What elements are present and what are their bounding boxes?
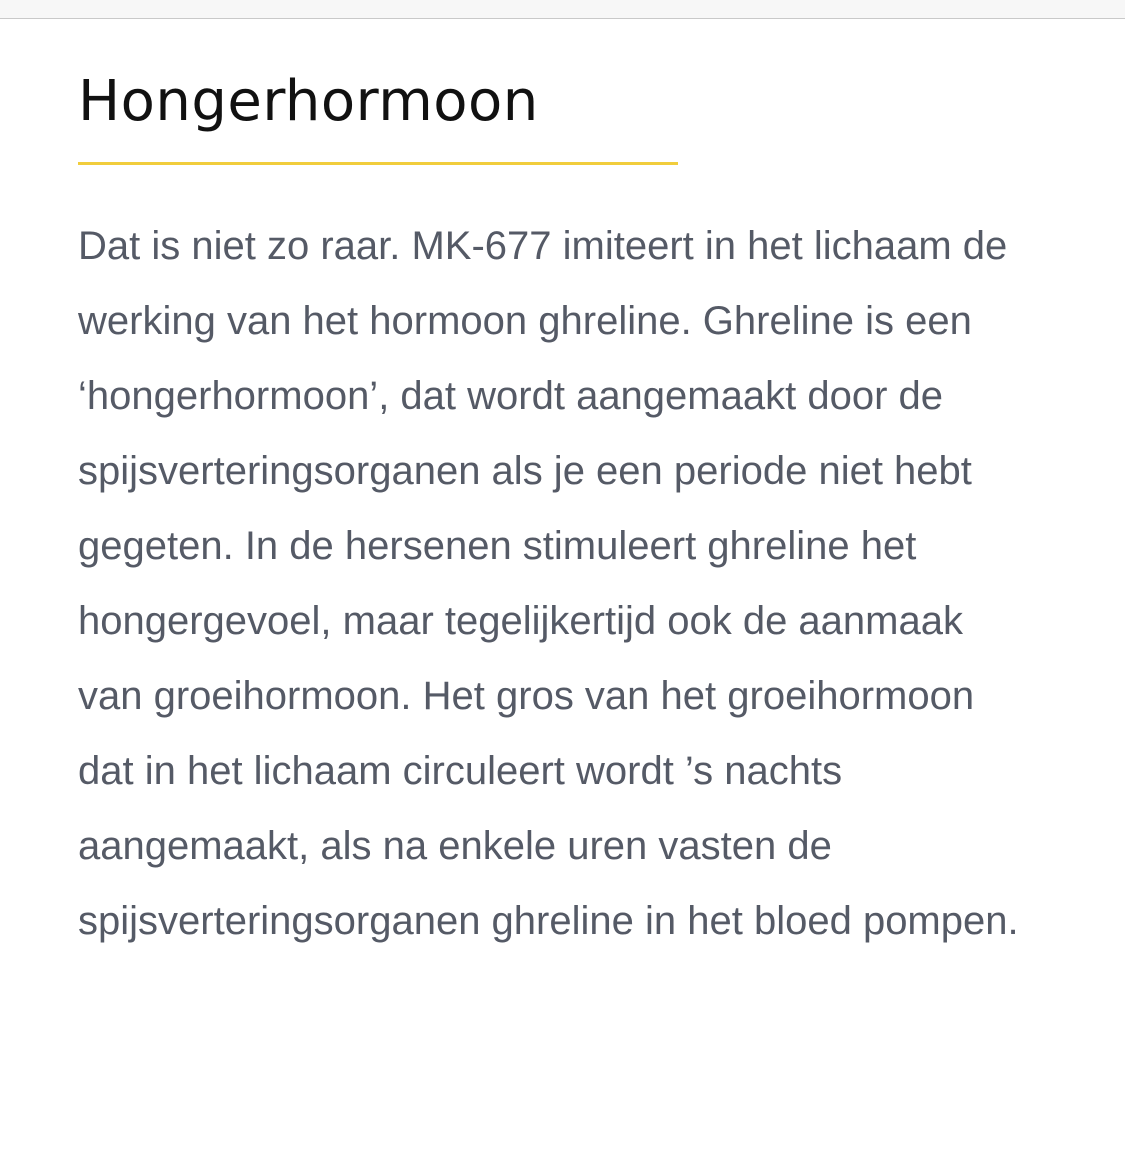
article-title: Hongerhormoon <box>78 69 539 134</box>
article-body: Dat is niet zo raar. MK-677 imiteert in het lichaam de werking van het hormoon ghreline. Ghreline is een ‘hongerhormoon’, dat wordt aangemaakt door de spijsverteringsorganen als je een periode niet hebt gegeten. In de hersenen stimuleert ghreline het hongergevoel, maar tegelijkertijd ook de aanmaak van groeihormoon. Het gros van het groeihormoon dat in het lichaam circuleert wordt ’s nachts aangemaakt, als na enkele uren vasten de spijsverteringsorganen ghreline in het bloed pompen. <box>78 224 1019 943</box>
title-underline <box>78 162 678 165</box>
article-section <box>78 60 1038 959</box>
browser-top-bar <box>0 0 1125 19</box>
